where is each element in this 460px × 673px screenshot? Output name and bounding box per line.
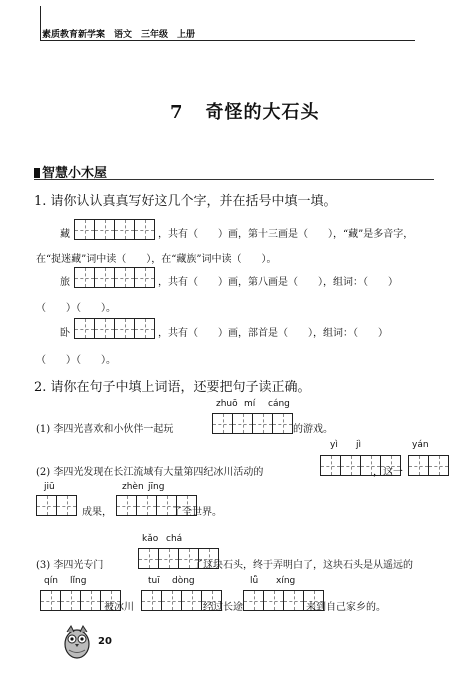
writing-cell[interactable] [134, 267, 155, 288]
q1-line4: （ ）（ ）。 [36, 303, 116, 314]
writing-cell[interactable] [428, 455, 449, 476]
pinyin-qin: qín [44, 576, 58, 586]
writing-cell[interactable] [232, 413, 253, 434]
q2-s4-pre: (3) 李四光专门 [36, 560, 104, 571]
section-rule [34, 179, 434, 180]
pinyin-tui: tuī [148, 576, 160, 586]
writing-cell[interactable] [134, 219, 155, 240]
pinyin-kao: kǎo [142, 534, 159, 544]
writing-grid-wo[interactable] [74, 318, 155, 339]
q1-line3: ，共有（ ）画，第八画是（ ），组词：（ ） [158, 277, 398, 288]
writing-cell[interactable] [74, 318, 95, 339]
writing-cell[interactable] [114, 219, 135, 240]
writing-cell[interactable] [158, 548, 179, 569]
writing-cell[interactable] [283, 590, 304, 611]
pinyin-cha: chá [166, 534, 183, 544]
header-border [40, 6, 41, 40]
writing-cell[interactable] [94, 219, 115, 240]
writing-cell[interactable] [408, 455, 429, 476]
q1-char-zang: 藏 [60, 229, 70, 240]
q1-char-lv: 旅 [60, 277, 70, 288]
lesson-title [170, 98, 320, 124]
section-title: 智慧小木屋 [42, 166, 108, 181]
writing-cell[interactable] [74, 219, 95, 240]
writing-cell[interactable] [134, 318, 155, 339]
q2-s4-post: 了这块石头，终于弄明白了，这块石头是从遥远的 [193, 560, 413, 571]
pinyin-dong: dòng [172, 576, 195, 586]
q2-s3-post: 了全世界。 [172, 507, 222, 518]
q1-line1: ，共有（ ）画，第十三画是（ ），“藏”是多音字， [158, 229, 414, 240]
answer-grid-s3a[interactable] [36, 495, 77, 516]
q1-line6: （ ）（ ）。 [36, 355, 116, 366]
q1-char-wo: 卧 [60, 328, 70, 339]
owl-mascot-icon [62, 624, 92, 660]
writing-cell[interactable] [252, 413, 273, 434]
writing-cell[interactable] [138, 548, 159, 569]
q1-title: 1. 请你认认真真写好这几个字，并在括号中填一填。 [34, 194, 337, 209]
pinyin-zhuo: zhuō [216, 399, 238, 409]
writing-cell[interactable] [181, 590, 202, 611]
writing-cell[interactable] [56, 495, 77, 516]
writing-cell[interactable] [320, 455, 341, 476]
pinyin-cang: cáng [268, 399, 290, 409]
lesson-name: 奇怪的大石头 [205, 102, 320, 123]
writing-cell[interactable] [136, 495, 157, 516]
writing-cell[interactable] [272, 413, 293, 434]
q2-s5-t2: 经过长途 [203, 602, 243, 613]
writing-cell[interactable] [114, 267, 135, 288]
pinyin-mi: mí [244, 399, 256, 409]
pinyin-lv: lǚ [250, 576, 259, 586]
pinyin-yi: yì [330, 440, 338, 450]
q2-title: 2. 请你在句子中填上词语，还要把句子读正确。 [34, 380, 311, 395]
pinyin-ji: jì [356, 440, 362, 450]
writing-cell[interactable] [80, 590, 101, 611]
pinyin-yan: yán [412, 440, 429, 450]
q2-s5-t3: 来到自己家乡的。 [306, 602, 386, 613]
writing-cell[interactable] [212, 413, 233, 434]
writing-cell[interactable] [114, 318, 135, 339]
lesson-number: 7 [170, 102, 184, 123]
q2-s1-pre: (1) 李四光喜欢和小伙伴一起玩 [36, 424, 174, 435]
writing-cell[interactable] [243, 590, 264, 611]
pinyin-jing: jīng [148, 482, 165, 492]
writing-cell[interactable] [116, 495, 137, 516]
writing-grid-lv[interactable] [74, 267, 155, 288]
writing-cell[interactable] [340, 455, 361, 476]
answer-grid-s2b[interactable] [408, 455, 449, 476]
q2-s3-mid: 成果， [82, 507, 112, 518]
q2-s2-pre: (2) 李四光发现在长江流域有大量第四纪冰川活动的 [36, 467, 264, 478]
writing-cell[interactable] [94, 267, 115, 288]
writing-cell[interactable] [40, 590, 61, 611]
pinyin-zhen: zhèn [122, 482, 144, 492]
q1-line2: 在“捉迷藏”词中读（ ），在“藏族”词中读（ ）。 [36, 254, 277, 265]
q2-s5-t1: 被冰川 [104, 602, 134, 613]
header-rule [40, 40, 415, 41]
square-bullet-icon [34, 168, 40, 178]
pinyin-ling: lǐng [70, 576, 87, 586]
pinyin-jiu: jiū [44, 482, 55, 492]
writing-cell[interactable] [141, 590, 162, 611]
q2-s2-mid: ，这一 [373, 467, 403, 478]
answer-grid-s1[interactable] [212, 413, 293, 434]
writing-grid-zang[interactable] [74, 219, 155, 240]
writing-cell[interactable] [94, 318, 115, 339]
writing-cell[interactable] [263, 590, 284, 611]
page-number: 20 [98, 636, 112, 647]
q2-s1-post: 的游戏。 [293, 424, 333, 435]
writing-cell[interactable] [74, 267, 95, 288]
writing-cell[interactable] [161, 590, 182, 611]
writing-cell[interactable] [36, 495, 57, 516]
writing-cell[interactable] [60, 590, 81, 611]
header-text: 素质教育新学案 语文 三年级 上册 [42, 30, 196, 40]
q1-line5: ，共有（ ）画，部首是（ ），组词：（ ） [158, 328, 388, 339]
pinyin-xing: xíng [276, 576, 296, 586]
